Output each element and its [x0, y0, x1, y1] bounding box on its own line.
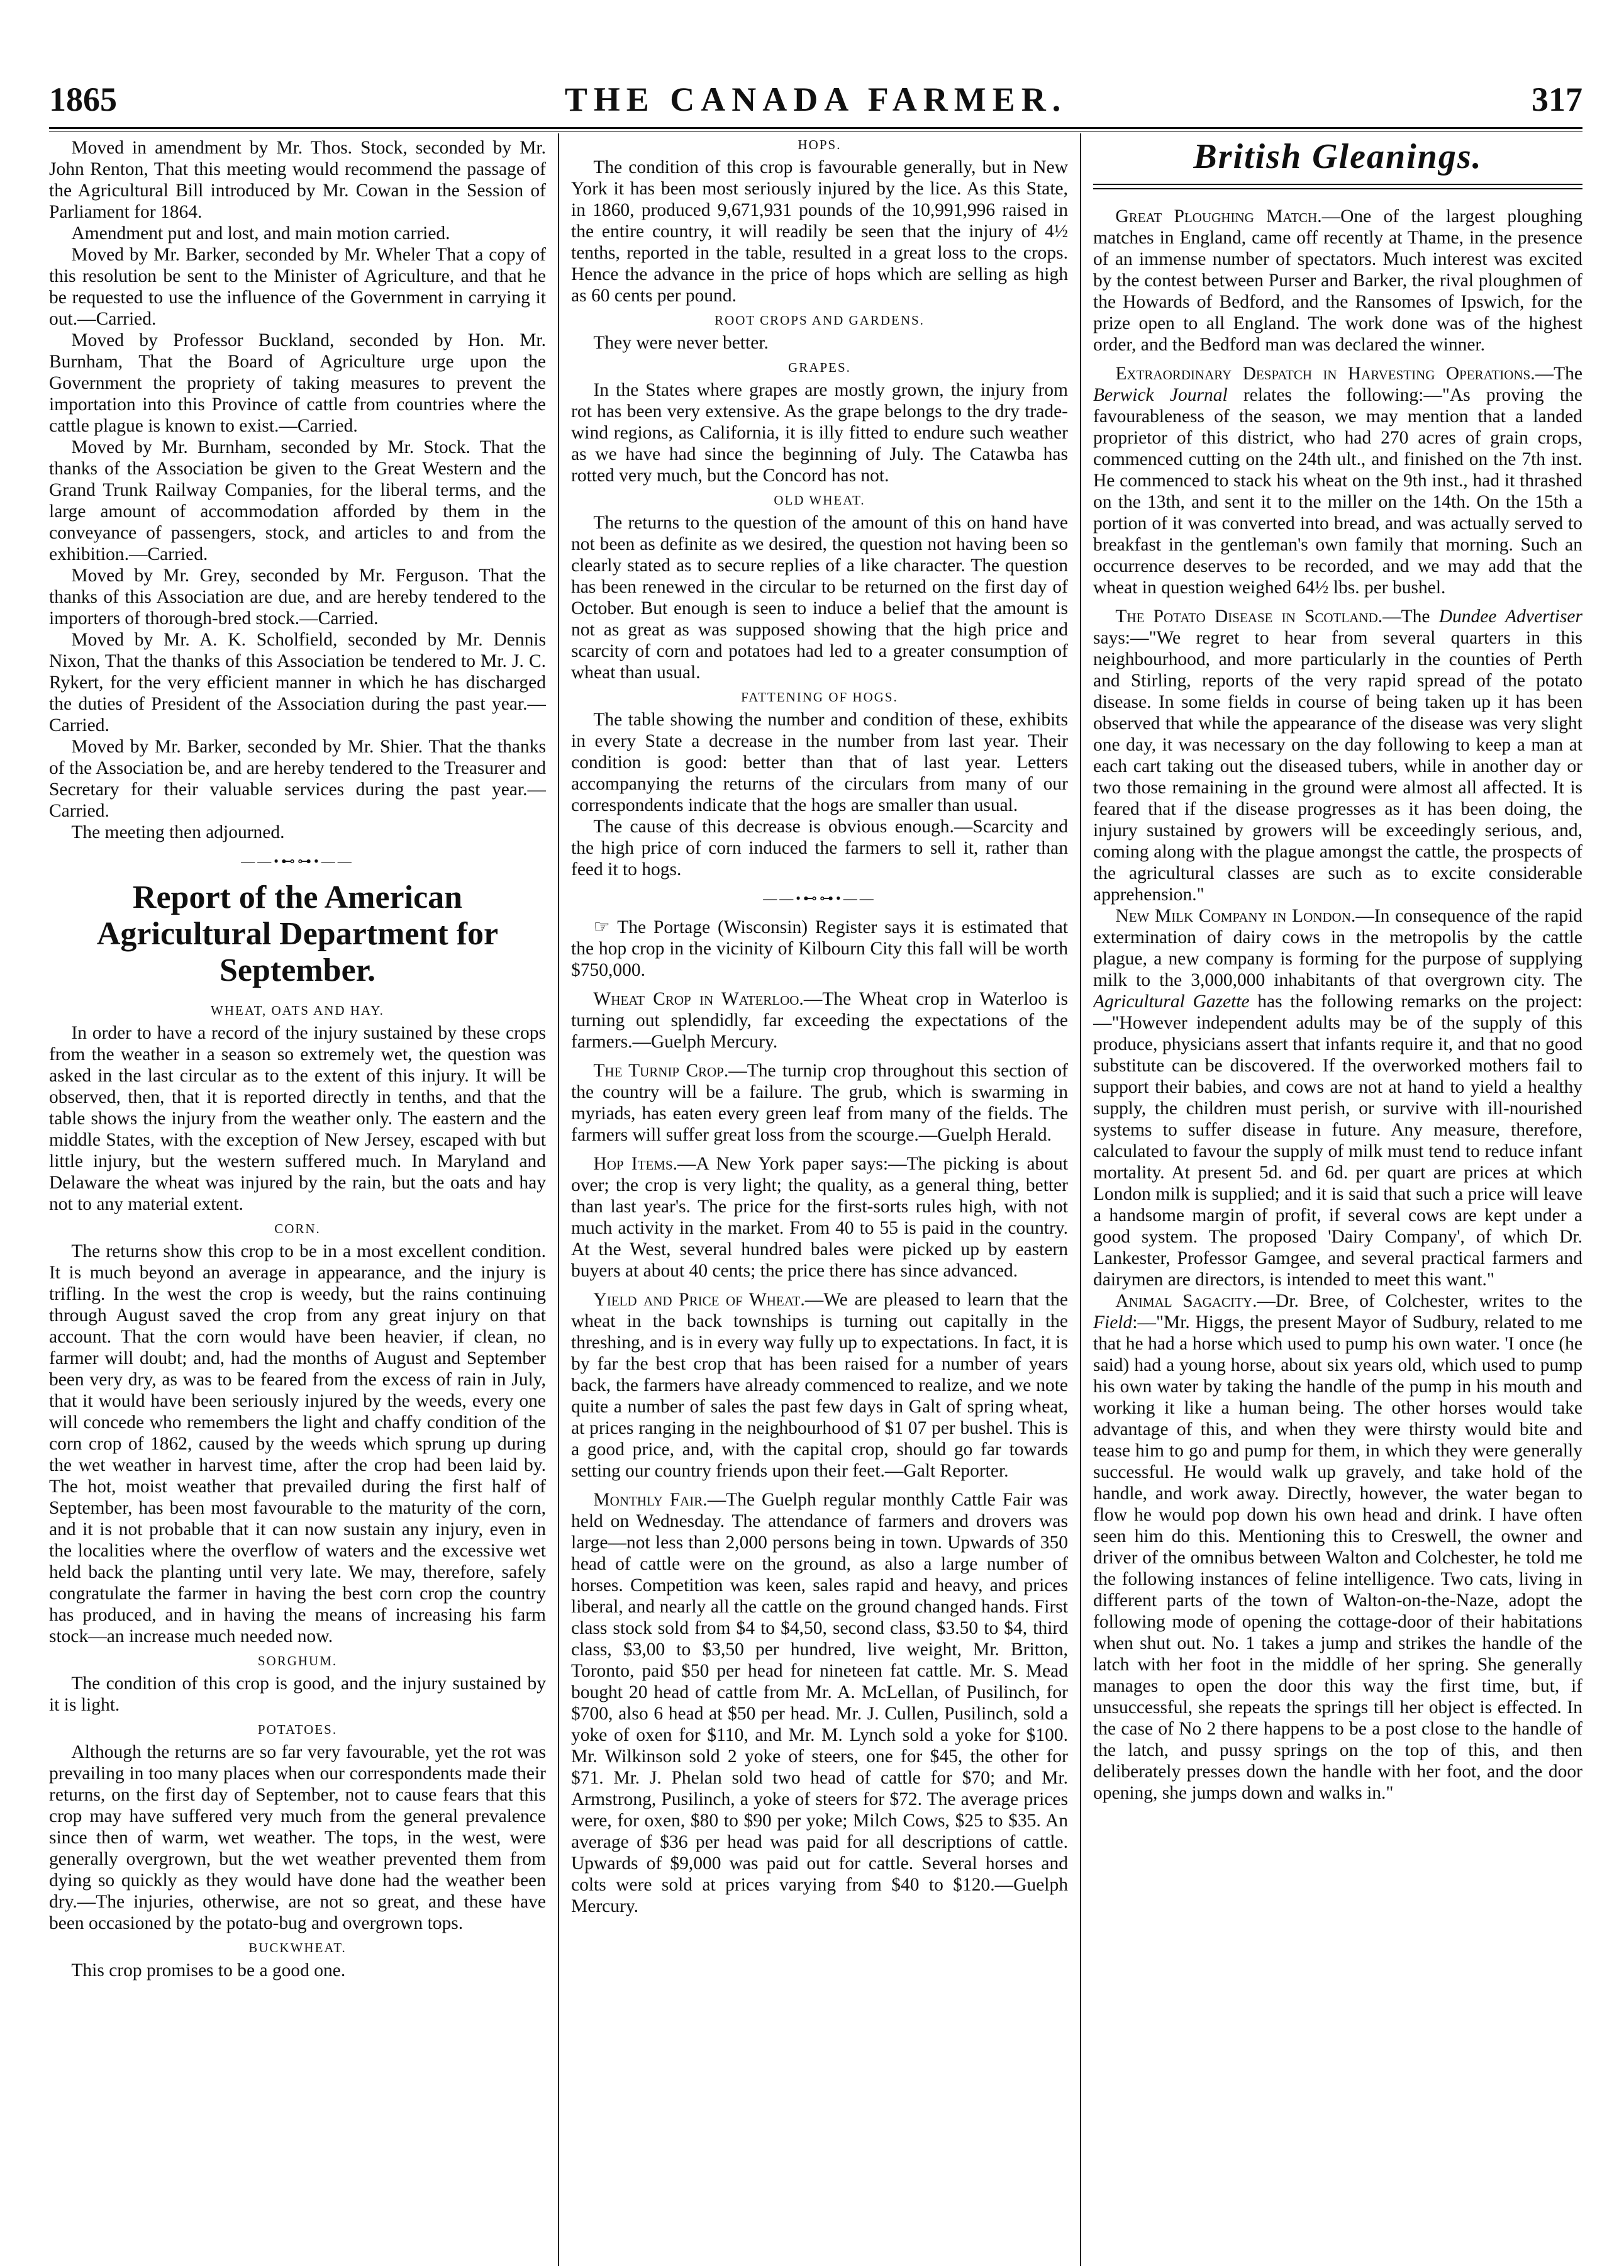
column-3 — [1093, 137, 1582, 2264]
resolution-paragraph: Moved by Professor Buckland, seconded by Hon. Mr. Burnham, That the Board of Agriculture urge upon the Government the propriety of taking measures to prevent the importation into this Province of cattle from countries where the cattle plague is known to exist.—Carried. — [49, 330, 546, 436]
article-title: Report of the American Agricultural Department for September. — [96, 880, 499, 988]
news-item: Animal Sagacity.—Dr. Bree, of Colchester, writes to the Field:—"Mr. Higgs, the present Mayor of Sudbury, related to me that he had a horse which used to pump his own water. 'I once (he said) had a young horse, about six years old, which used to pump his own water by taking the handle of the pump in his mouth and working it like a human being. The other horses would take advantage of this, and when they were thirsty would bite and tease him to go and pump for them, in which they were generally successful. He would walk up gravely, and take hold of the handle, and work away. Directly, however, the water began to flow he would pop down his own head and drink. I have often seen him do this. Mentioning this to Creswell, the owner and driver of the omnibus between Walton and Colchester, he told me the following instances of feline intelligence. Two cats, living in different parts of the town of Walton-on-the-Naze, adopt the following mode of opening the cottage-door of their habitations when shut out. No. 1 takes a jump and strikes the handle of the latch with her foot in the middle of her spring. She generally manages to open the door this way the first time, but, if unsuccessful, she repeats the springs till her object is effected. In the case of No 2 there happens to be a post close to the handle of the latch, and pussy springs on the top of this, and then deliberately presses down the handle with her foot, and the door opening, she jumps down and walks in." — [1093, 1291, 1582, 1803]
article-paragraph: The returns to the question of the amount of this on hand have not been as definite as we desired, the question not having been so clearly stated as to secure replies of a like character. The question has been renewed in the circular to be returned on the first day of October. But enough is seen to induce a belief that the amount is not as great as was supposed showing that the high price and scarcity of corn and potatoes had led to a greater consumption of wheat than usual. — [571, 513, 1068, 683]
news-item-heading: The Turnip Crop. — [593, 1061, 729, 1081]
article-paragraph: Although the returns are so far very favourable, yet the rot was prevailing in too many places when our correspondents made their returns, on the first day of September, not to cause fears that this crop may have suffered very much from the general prevalence since then of warm, wet weather. The tops, in the west, were generally overgrown, but the wet weather prevented them from dying so quickly as they would have done had the weather been dry.—The injuries, otherwise, are not so great, and these have been occasioned by the potato-bug and overgrown tops. — [49, 1742, 546, 1933]
resolution-paragraph: Moved by Mr. Grey, seconded by Mr. Ferguson. That the thanks of this Association are due, and are hereby tendered to the importers of thorough-bred stock.—Carried. — [49, 566, 546, 628]
section-heading: CORN. — [274, 1221, 321, 1236]
header-year: 1865 — [49, 81, 117, 118]
section-heading: ROOT CROPS AND GARDENS. — [715, 313, 925, 328]
ornamental-divider: ——•⊷⊶•—— — [763, 890, 876, 906]
resolution-paragraph: Moved by Mr. Burnham, seconded by Mr. Stock. That the thanks of the Association be given to the Great Western and the Grand Trunk Railway Companies, for the liberal terms, and the large amount of accommodation afforded by them in the conveyance of passengers, stock, and articles to and from the exhibition.—Carried. — [49, 437, 546, 564]
resolution-paragraph: Moved by Mr. Barker, seconded by Mr. Shier. That the thanks of the Association be, and are hereby tendered to the Treasurer and Secretary for their valuable services during the past year.—Carried. — [49, 737, 546, 821]
resolution-paragraph: Moved in amendment by Mr. Thos. Stock, seconded by Mr. John Renton, That this meeting would recommend the passage of the Agricultural Bill introduced by Mr. Cowan in the Session of Parliament for 1864. — [49, 138, 546, 222]
header-page-number: 317 — [1532, 81, 1582, 118]
source-name: Berwick Journal — [1093, 385, 1228, 405]
section-heading: HOPS. — [798, 137, 842, 152]
section-heading: POTATOES. — [257, 1722, 338, 1737]
news-item: The Turnip Crop.—The turnip crop throughout this section of the country will be a failure. The grub, which is swarming in myriads, has eaten every green leaf from many of the fields. The farmers will suffer great loss from the scourge.—Guelph Herald. — [571, 1061, 1068, 1145]
article-paragraph: In the States where grapes are mostly grown, the injury from rot has been very extensive. As the grape belongs to the dry trade-wind regions, as California, it is illy fitted to endure such weather as we have had since the beginning of July. The Catawba has rotted very much, but the Concord has not. — [571, 380, 1068, 486]
section-heading: BUCKWHEAT. — [248, 1940, 347, 1955]
news-item: New Milk Company in London.—In consequence of the rapid extermination of dairy cows in the metropolis by the cattle plague, a new company is forming for the purpose of supplying milk to the 3,000,000 inhabitants of that overgrown city. The Agricultural Gazette has the following remarks on the project:—"However independent adults may be of the supply of this produce, physicians assert that infants require it, and that no good substitute can be discovered. If the overworked mothers fail to support their babies, and cows are not at hand to yield a healthy supply, the children must perish, or survive with ill-nourished systems to suffer disease in future. Any measure, therefore, calculated to favour the supply of milk must tend to reduce infant mortality. At present 5d. and 6d. per quart are prices at which London milk is supplied; and it is said that such a price will leave a handsome margin of profit, if several cows are kept under a good system. The proposed 'Dairy Company', of which Dr. Lankester, Professor Gamgee, and several practical farmers and dairymen are directors, is intended to meet this want." — [1093, 906, 1582, 1290]
news-item-heading: Animal Sagacity. — [1115, 1291, 1257, 1311]
news-item: Great Ploughing Match.—One of the largest ploughing matches in England, came off recently at Thame, in the presence of an immense number of spectators. Much interest was excited by the contest between Purser and Barker, the rival ploughmen of the Howards of Bedford, and the Ransomes of Ipswich, for the prize open to all England. The work done was of the highest order, and the Bedford man was declared the winner. — [1093, 206, 1582, 355]
news-item-heading: Hop Items. — [593, 1154, 678, 1174]
section-heading: OLD WHEAT. — [774, 493, 865, 508]
news-item-heading: Wheat Crop in Waterloo. — [593, 989, 804, 1009]
article-paragraph: In order to have a record of the injury sustained by these crops from the weather in a season so extremely wet, the question was asked in the last circular as to the extent of this injury. It will be observed, then, that it is reported directly in tenths, and that the table shows the injury from the weather only. The eastern and the middle States, with the exception of New Jersey, escaped with but little injury, but the western suffered much. In Maryland and Delaware the wheat was injured by the rain, but the oats and hay not to any material extent. — [49, 1023, 546, 1214]
page-header — [49, 74, 1582, 125]
resolution-paragraph: Moved by Mr. Barker, seconded by Mr. Wheler That a copy of this resolution be sent to the Minister of Agriculture, and that he be requested to use the influence of the Government in carrying it out.—Carried. — [49, 245, 546, 329]
article-paragraph: The cause of this decrease is obvious enough.—Scarcity and the high price of corn induced the farmers to sell it, rather than feed it to hogs. — [571, 817, 1068, 880]
article-paragraph: They were never better. — [593, 333, 769, 353]
news-item-heading: Monthly Fair. — [593, 1490, 708, 1510]
column-divider — [1080, 133, 1081, 2266]
article-paragraph: The table showing the number and condition of these, exhibits in every State a decrease in the number from last year. Their condition is good: better than that of last year. Letters accompanying the returns of the circulars from many of our correspondents indicate that the hogs are smaller than usual. — [571, 710, 1068, 815]
column-divider — [558, 133, 559, 2266]
news-item-heading: Extraordinary Despatch in Harvesting Operations. — [1115, 364, 1535, 384]
news-item-heading: New Milk Company in London. — [1115, 906, 1356, 926]
news-item: Yield and Price of Wheat.—We are pleased to learn that the wheat in the back townships is turning out capitally in the threshing, and is in every way fully up to expectations. In fact, it is by far the best crop that has been raised for a number of years back, the farmers have already commenced to realize, and we note quite a number of sales the past few days in Galt of spring wheat, at prices ranging in the neighbourhood of $1 07 per bushel. This is a good price, and, with the capital crop, should go far towards setting our country friends upon their feet.—Galt Reporter. — [571, 1290, 1068, 1481]
column-2 — [571, 137, 1068, 2264]
source-name: Field — [1093, 1312, 1133, 1332]
header-rule-thin — [49, 131, 1582, 132]
header-title: THE CANADA FARMER. — [564, 81, 1067, 118]
column-1 — [49, 137, 546, 2264]
section-heading: FATTENING OF HOGS. — [741, 690, 898, 705]
news-item: Extraordinary Despatch in Harvesting Operations.—The Berwick Journal relates the following:—"As proving the favourableness of the season, we may mention that a landed proprietor of this district, who had 270 acres of grain crops, commenced cutting on the 24th ult., and finished on the 7th inst. He commenced to stack his wheat on the 9th inst., had it thrashed on the 13th, and sent it to the miller on the 14th. On the 15th a portion of it was converted into bread, and was actually served to breakfast in the gentleman's own family that morning. Such an occurrence deserves to be recorded, and we may add that the wheat in question weighed 64½ lbs. per bushel. — [1093, 364, 1582, 598]
news-item-heading: The Potato Disease in Scotland. — [1115, 606, 1383, 627]
section-title-rule — [1093, 184, 1582, 189]
resolution-paragraph: Amendment put and lost, and main motion carried. — [71, 223, 450, 243]
article-paragraph: The condition of this crop is good, and the injury sustained by it is light. — [49, 1673, 546, 1715]
article-paragraph: This crop promises to be a good one. — [71, 1960, 346, 1980]
article-paragraph: The returns show this crop to be in a most excellent condition. It is much beyond an average in appearance, and the injury is trifling. In the west the crop is weedy, but the rains continuing through August saved the crop from any great injury on that account. That the corn would have been heavier, if clean, no farmer will doubt; and, had the months of August and September been very dry, as was to be feared from the excess of rain in July, that it would have been seriously injured by the weeds, every one will concede who remembers the light and chaffy condition of the corn crop of 1862, caused by the weeds which sprung up during the wet weather in harvest time, after the crop had been laid by. The hot, moist weather that prevailed during the first half of September, has been most favourable to the maturity of the corn, and it is not probable that it can now sustain any injury, even in the localities where the overflow of waters and the excessive wet held back the planting until very late. We may, therefore, safely congratulate the farmer in having the best corn crop the country has produced, and in having the means of increasing his farm stock—an increase much needed now. — [49, 1241, 546, 1646]
header-rule — [49, 127, 1582, 129]
section-heading: WHEAT, OATS AND HAY. — [211, 1003, 384, 1018]
news-item: ☞ The Portage (Wisconsin) Register says it is estimated that the hop crop in the vicinity of Kilbourn City this fall will be worth $750,000. — [571, 917, 1068, 980]
news-item: Wheat Crop in Waterloo.—The Wheat crop in Waterloo is turning out splendidly, far exceeding the expectations of the farmers.—Guelph Mercury. — [571, 989, 1068, 1052]
news-item-heading: Great Ploughing Match. — [1115, 206, 1322, 226]
news-item-heading: Yield and Price of Wheat. — [593, 1290, 805, 1310]
resolution-paragraph: The meeting then adjourned. — [71, 822, 285, 842]
resolution-paragraph: Moved by Mr. A. K. Scholfield, seconded by Mr. Dennis Nixon, That the thanks of this Association be tendered to Mr. J. C. Rykert, for the very efficient manner in which he has discharged the duties of President of the Association during the past year.—Carried. — [49, 630, 546, 735]
source-name: Dundee Advertiser — [1438, 606, 1582, 627]
news-item: Monthly Fair.—The Guelph regular monthly Cattle Fair was held on Wednesday. The attendance of farmers and drovers was large—not less than 2,000 persons being in town. Upwards of 350 head of cattle were on the ground, as also a large number of horses. Competition was keen, sales rapid and heavy, and prices liberal, and nearly all the cattle on the ground changed hands. First class stock sold from $4 to $4,50, second class, $3.50 to $4, third class, $3,00 to $3,50 per hundred, live weight, Mr. Britton, Toronto, paid $50 per head for nineteen fat cattle. Mr. S. Mead bought 20 head of cattle from Mr. A. McLellan, of Pusilinch, for $700, also 6 head at $50 per head. Mr. J. Cullen, Pusilinch, sold a yoke of oxen for $110, and Mr. M. Lynch sold a yoke for $100. Mr. Wilkinson sold 2 yoke of steers, one for $45, the other for $71. Mr. J. Phelan sold two head of cattle for $70; and Mr. Armstrong, Pusilinch, a yoke of steers for $72. The average prices were, for oxen, $80 to $90 per yoke; Milch Cows, $25 to $35. An average of $36 per head was paid for all descriptions of cattle. Upwards of $9,000 was paid out for cattle. Several horses and colts were sold at prices varying from $40 to $120.—Guelph Mercury. — [571, 1490, 1068, 1916]
source-name: Agricultural Gazette — [1093, 992, 1250, 1012]
section-title: British Gleanings. — [1193, 137, 1482, 176]
ornamental-divider: ——•⊷⊶•—— — [241, 853, 354, 869]
news-item: Hop Items.—A New York paper says:—The picking is about over; the crop is very light; the quality, as a general thing, better than last year's. The price for the first-sorts rules high, with not much activity in the market. From 40 to 55 is paid in the country. At the West, several hundred bales were picked up by eastern buyers at about 40 cents; the price there has since advanced. — [571, 1154, 1068, 1281]
news-item: The Potato Disease in Scotland.—The Dundee Advertiser says:—"We regret to hear from several quarters in this neighbourhood, and more particularly in the counties of Perth and Stirling, reports of the very rapid spread of the potato disease. In some fields in course of being taken up it has been observed that while the appearance of the disease was very slight one day, it was necessary on the day following to keep a man at each cart taking out the diseased tubers, while in another day or two those remaining in the ground were almost all affected. It is feared that if the disease progresses as it has been doing, the injury sustained by growers will be exceedingly serious, and, coming along with the plague amongst the cattle, the prospects of the agricultural classes are such as to excite considerable apprehension." — [1093, 606, 1582, 905]
section-heading: GRAPES. — [788, 360, 851, 375]
section-heading: SORGHUM. — [257, 1653, 338, 1668]
article-paragraph: The condition of this crop is favourable generally, but in New York it has been most seriously injured by the lice. As this State, in 1860, produced 9,671,931 pounds of the 10,991,996 raised in the entire country, it will readily be seen that the injury of 4½ tenths, reported in the table, resulted in a great loss to the crops. Hence the advance in the price of hops which are selling as high as 60 cents per pound. — [571, 157, 1068, 306]
